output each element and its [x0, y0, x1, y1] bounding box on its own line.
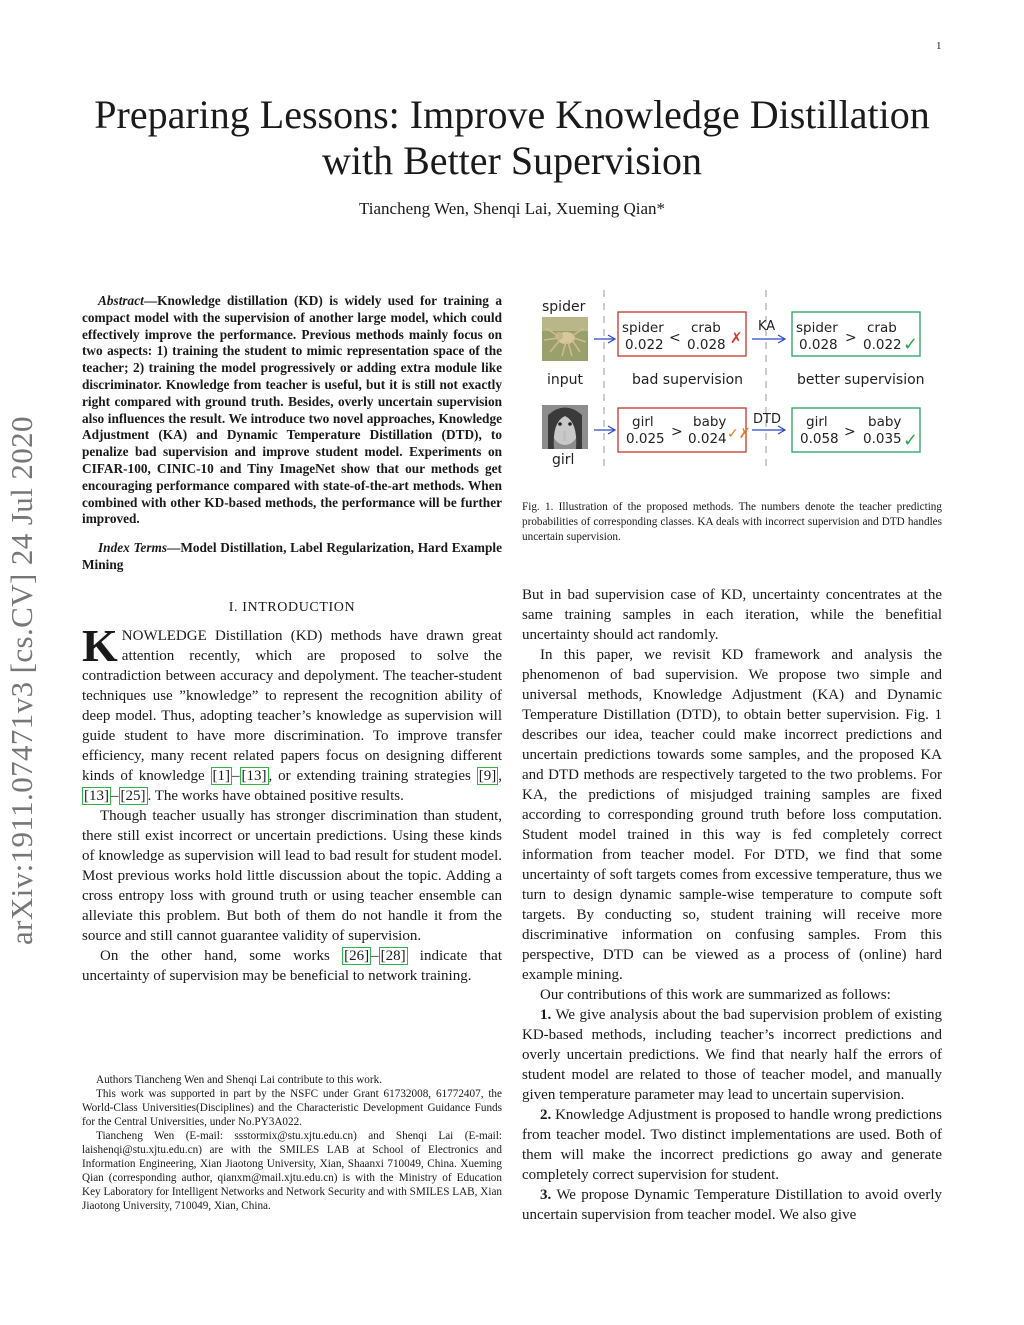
contribution-1-number: 1.: [540, 1007, 552, 1023]
row2-bad-class1: girl: [632, 414, 654, 430]
intro-paragraph-1: [82, 619, 502, 806]
title-line-2: with Better Supervision: [322, 138, 702, 183]
check-icon: ✓: [903, 334, 919, 355]
row1-good-operator: >: [845, 330, 857, 346]
contribution-2-number: 2.: [540, 1107, 552, 1123]
citation-link[interactable]: [26]: [344, 947, 370, 964]
row2-good-value2: 0.035: [863, 431, 902, 447]
contribution-3-number: 3.: [540, 1187, 552, 1203]
citation-link[interactable]: [13]: [84, 787, 109, 804]
citation-link[interactable]: [9]: [478, 767, 497, 784]
intro-p1-text-c: . The works have obtained positive results.: [147, 787, 404, 804]
index-terms-text: —Model Distillation, Label Regularization, Hard Example Mining: [82, 540, 502, 572]
better-supervision-label: better supervision: [797, 372, 925, 388]
intro-p1-text-a: NOWLEDGE Distillation (KD) methods have drawn great attention recently, which are proposed to solve the contradiction between accuracy and depolyment. The teacher-student techniques use ”knowledge” to represent the recognition ability of deep model. Thus, adopting teacher’s knowledge as supervision will guide student to have more discrimination. To improve transfer efficiency, many recent related papers focus on designing different kinds of knowledge: [82, 627, 502, 784]
ka-label: KA: [758, 319, 776, 334]
intro-p3-text-a: On the other hand, some works: [100, 947, 343, 964]
citation-link[interactable]: [25]: [120, 787, 146, 804]
row1-bad-class1: spider: [622, 320, 664, 336]
intro-paragraph-2: Though teacher usually has stronger discrimination than student, there still exist incorrect or uncertain predictions. Using these kinds of knowledge as supervision will lead to bad result for student model. Most previous works hold little discussion about the topic. Adding a cross entropy loss with ground truth or using teacher ensemble can alleviate this problem. But both of them do not handle it from the source and still cannot guarantee validity of supervision.: [82, 807, 502, 944]
arrow-input-row2: [594, 426, 615, 434]
row2-bad-class2: baby: [693, 414, 727, 430]
right-paragraph-3: Our contributions of this work are summarized as follows:: [540, 987, 891, 1003]
arrow-input-row1: [594, 335, 615, 343]
drop-cap: K: [82, 619, 118, 671]
left-column: [82, 293, 502, 986]
section-heading-introduction: I. INTRODUCTION: [228, 599, 356, 615]
row1-bad-value2: 0.028: [687, 337, 726, 353]
abstract: [82, 293, 502, 528]
contribution-3-text: We propose Dynamic Temperature Distillation to avoid overly uncertain supervision from teacher model. We also give: [522, 1187, 942, 1223]
spider-image: [542, 317, 588, 361]
intro-p3-text-b: indicate that uncertainty of supervision may be beneficial to network training.: [82, 947, 502, 984]
dtd-label: DTD: [753, 412, 781, 427]
index-terms: [82, 540, 502, 574]
row2-good-class1: girl: [806, 414, 828, 430]
footnotes: [82, 1073, 502, 1213]
author-list: Tiancheng Wen, Shenqi Lai, Xueming Qian*: [358, 199, 665, 218]
row1-bad-value1: 0.022: [625, 337, 664, 353]
contribution-1: [522, 1005, 942, 1105]
row1-good-class1: spider: [796, 320, 838, 336]
contribution-2-text: Knowledge Adjustment is proposed to handle wrong predictions from teacher model. Two distinct implementations are used. Both of them will make the incorrect predictions go away and generate completely correct supervision for student.: [522, 1107, 942, 1183]
footnote-1: Authors Tiancheng Wen and Shenqi Lai contribute to this work.: [96, 1074, 383, 1086]
input-label: input: [547, 372, 584, 388]
uncertain-check-cross-icon: ✓✗: [727, 426, 751, 442]
contribution-3: [522, 1185, 942, 1225]
citation-link[interactable]: [13]: [241, 767, 267, 784]
page-number: 1: [936, 40, 942, 52]
row1-bad-operator: <: [669, 330, 681, 346]
contribution-1-text: We give analysis about the bad supervision problem of existing KD-based methods, including teacher’s incorrect predictions and overly uncertain predictions. We find that nearly half the errors of student model are related to those of teacher model, and manually given temperature parameter may lead to uncertain supervision.: [522, 1007, 942, 1103]
arrow-dtd: [752, 426, 785, 434]
intro-paragraph-3: [82, 946, 502, 986]
intro-p1-dash-2: –: [111, 787, 119, 804]
intro-p1-comma: ,: [498, 767, 502, 784]
spider-label: spider: [542, 299, 586, 315]
check-icon: ✓: [903, 430, 919, 451]
right-paragraph-1: But in bad supervision case of KD, uncertainty concentrates at the same training samples in each iteration, while the benefitial uncertainty should act randomly.: [522, 587, 942, 643]
row2-bad-value2: 0.024: [688, 431, 727, 447]
intro-p1-dash-1: –: [232, 767, 240, 784]
arrow-ka: [752, 335, 785, 343]
abstract-text: —Knowledge distillation (KD) is widely used for training a compact model with the supervision of another large model, which could effectively improve the performance. Previous methods mainly focus on two aspects: 1) training the student to mimic representation space of the teacher; 2) training the model progressively or adding extra module like discriminator. Knowledge from teacher is useful, but it is still not exactly right compared with ground truth. Besides, overly uncertain supervision also influences the result. We introduce two novel approaches, Knowledge Adjustment (KA) and Dynamic Temperature Distillation (DTD), to penalize bad supervision and improve student model. Experiments on CIFAR-100, CINIC-10 and Tiny ImageNet show that our methods get encouraging performance compared with state-of-the-art methods. When combined with other KD-based methods, the performance will be further improved.: [82, 293, 502, 527]
bad-supervision-label: bad supervision: [632, 372, 744, 388]
row2-good-class2: baby: [868, 414, 902, 430]
citation-link[interactable]: [28]: [380, 947, 406, 964]
footnote-2: This work was supported in part by the NSFC under Grant 61732008, 61772407, the World-Class Universities(Disciplines) and the Characteristic Development Guidance Funds for the Central Universities, under No.PY3A022.: [82, 1088, 502, 1128]
contribution-2: [522, 1105, 942, 1185]
row1-good-value2: 0.022: [863, 337, 902, 353]
row2-good-value1: 0.058: [800, 431, 839, 447]
row2-bad-value1: 0.025: [626, 431, 665, 447]
figure-1-caption: Fig. 1. Illustration of the proposed methods. The numbers denote the teacher predicting probabilities of corresponding classes. KA deals with incorrect supervision and DTD handles uncertain supervision.: [522, 501, 942, 543]
paper-title: [60, 92, 964, 184]
row1-good-value1: 0.028: [799, 337, 838, 353]
right-paragraph-2: In this paper, we revisit KD framework and analysis the phenomenon of bad supervision. We propose two simple and universal methods, Knowledge Adjustment (KA) and Dynamic Temperature Distillation (DTD), to obtain better supervision. Fig. 1 describes our idea, teacher could make incorrect predictions and uncertain predictions towards some samples, and the proposed KA and DTD methods are respectively targeted to the two problems. For KA, the predictions of misjudged training samples are fixed according to corresponding ground truth before loss computation. Student model trained in this way is fed completely correct information from teacher model. For DTD, we find that some uncertainty of soft targets comes from excessive temperature, thus we turn to design dynamic sample-wise temperature to compute soft targets. By conducting so, student training will receive more discriminative information on confusing samples. From this perspective, DTD can be viewed as a process of (online) hard example mining.: [522, 647, 942, 983]
row1-bad-class2: crab: [691, 320, 721, 336]
footnote-3: Tiancheng Wen (E-mail: ssstormix@stu.xjtu.edu.cn) and Shenqi Lai (E-mail: laishenqi@stu.xjtu.edu.cn) are with the SMILES LAB at School of Electronics and Information Engineering, Xian Jiaotong University, Xian, Shaanxi 710049, China. Xueming Qian (corresponding author, qianxm@mail.xjtu.edu.cn) is with the Ministry of Education Key Laboratory for Intelligent Networks and Network Security and with SMILES LAB, Xian Jiaotong University, 710049, Xian, China.: [82, 1130, 502, 1212]
row1-good-class2: crab: [867, 320, 897, 336]
cross-icon: ✗: [730, 329, 743, 347]
arxiv-stamp: arXiv:1911.07471v3 [cs.CV] 24 Jul 2020: [4, 416, 39, 945]
right-column: [522, 585, 942, 1225]
citation-link[interactable]: [1]: [212, 767, 231, 784]
row2-good-operator: >: [844, 424, 856, 440]
intro-p3-dash: –: [371, 947, 379, 964]
abstract-label: Abstract: [98, 293, 144, 308]
figure-1-diagram: [522, 290, 942, 470]
index-terms-label: Index Terms: [98, 540, 168, 556]
row2-bad-operator: >: [671, 424, 683, 440]
intro-p1-text-b: , or extending training strategies: [268, 767, 477, 784]
girl-image: [542, 405, 588, 449]
girl-label: girl: [552, 452, 575, 468]
figure-1: [522, 290, 942, 470]
title-line-1: Preparing Lessons: Improve Knowledge Distillation: [94, 92, 930, 137]
